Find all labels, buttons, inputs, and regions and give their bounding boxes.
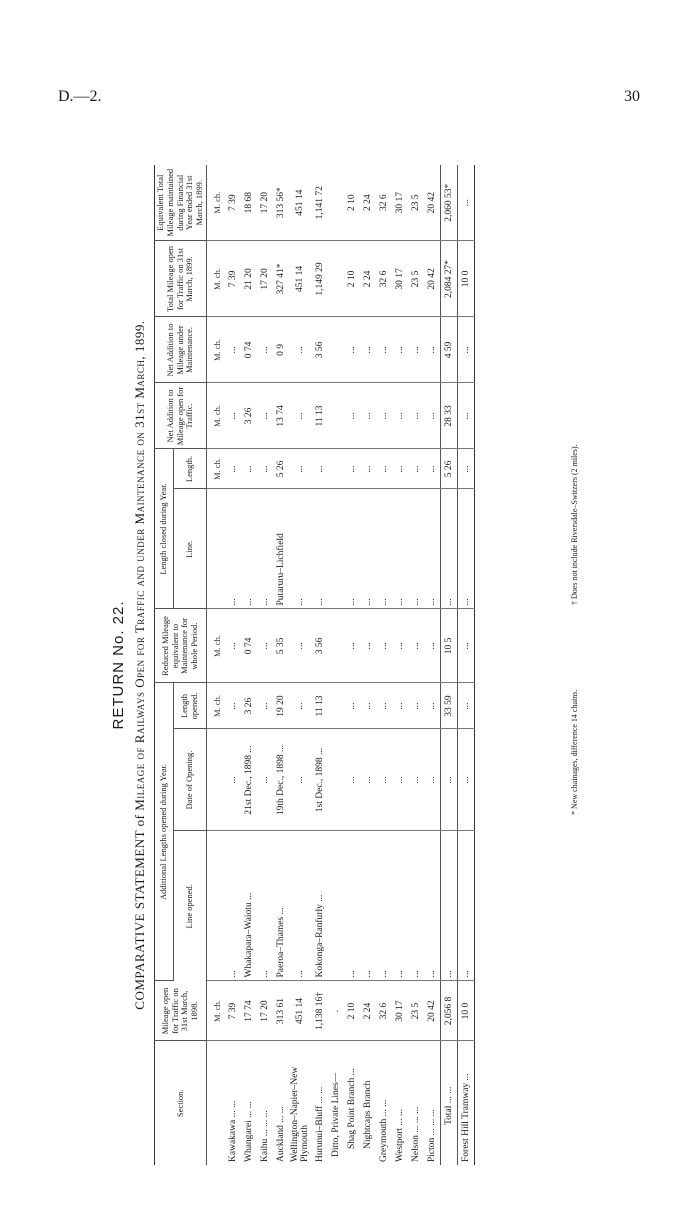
cell-net-open: ... — [392, 383, 408, 449]
cell-reduced: ... — [408, 609, 424, 683]
col-closed-line: Line. — [173, 489, 206, 609]
cell-reduced: ... — [344, 609, 360, 683]
cell-clen: ... — [392, 449, 408, 489]
cell-line: ... — [344, 831, 360, 981]
cell-reduced: ... — [360, 609, 376, 683]
unit-cell: M. ch. — [206, 449, 225, 489]
cell-section: Greymouth ... ... — [378, 1099, 389, 1162]
cell-total: 7 39 — [225, 241, 241, 317]
cell-equiv: 23 5 — [408, 165, 424, 241]
table-row — [376, 165, 392, 1165]
cell-equiv: 2,060 53* — [440, 165, 457, 241]
cell-section: Picton ... ... ... — [426, 1109, 437, 1162]
table-row — [360, 165, 376, 1165]
cell-line: ... — [376, 831, 392, 981]
cell-section: Forest Hill Tramway ... — [457, 1041, 474, 1165]
cell-net-maint: ... — [225, 317, 241, 383]
table-row — [312, 165, 328, 1165]
cell-net-open: ... — [424, 383, 441, 449]
return-title: RETURN No. 22. — [110, 600, 127, 730]
cell-line: Kokonga–Ranfurly ... — [312, 831, 328, 981]
cell-cline: ... — [392, 489, 408, 609]
cell-net-maint: ... — [457, 317, 474, 383]
document-reference: D.—2. — [58, 88, 102, 105]
cell-total: 2 24 — [360, 241, 376, 317]
cell-date: ... — [344, 729, 360, 831]
cell-net-open: ... — [360, 383, 376, 449]
mileage-table — [154, 165, 475, 1165]
cell-total: 32 6 — [376, 241, 392, 317]
table-row — [344, 165, 360, 1165]
footnote-not-include: † Does not include Riversdale–Switzers (2 miles). — [570, 444, 579, 605]
cell-cline: ... — [424, 489, 441, 609]
cell-mileage: 2 24 — [360, 981, 376, 1041]
page-header — [58, 88, 640, 112]
cell-net-open — [328, 383, 344, 449]
col-additional-group: Additional Lengths opened during Year. — [155, 683, 174, 981]
cell-len: ... — [392, 683, 408, 729]
cell-reduced: ... — [376, 609, 392, 683]
col-net-maint: Net Addition to Mileage under Maintenance. — [155, 317, 207, 383]
unit-cell: M. ch. — [206, 981, 225, 1041]
table-row — [328, 165, 344, 1165]
cell-cline: ... — [344, 489, 360, 609]
cell-line: Whakapara–Waiotu ... — [241, 831, 257, 981]
cell-len: ... — [424, 683, 441, 729]
total-row — [440, 165, 457, 1165]
cell-net-maint: ... — [289, 317, 312, 383]
col-mileage-open: Mileage open for Traffic on 31st March, 1898. — [155, 981, 207, 1041]
cell-total: 10 0 — [457, 241, 474, 317]
table-row — [289, 165, 312, 1165]
cell-equiv: 2 10 — [344, 165, 360, 241]
cell-clen: ... — [241, 449, 257, 489]
statement-body: Mileage of Railways Open for Traffic and under Maintenance on 31st March, 1899. — [132, 320, 147, 811]
cell-line: ... — [457, 831, 474, 981]
cell-mileage: 32 6 — [376, 981, 392, 1041]
cell-equiv: 451 14 — [289, 165, 312, 241]
cell-reduced: 10 5 — [440, 609, 457, 683]
cell-len: ... — [289, 683, 312, 729]
statement-title — [132, 165, 148, 1165]
cell-mileage: . — [328, 981, 344, 1041]
cell-len: 3 26 — [241, 683, 257, 729]
cell-date: ... — [392, 729, 408, 831]
cell-line — [328, 831, 344, 981]
cell-net-open: ... — [344, 383, 360, 449]
cell-reduced: 3 56 — [312, 609, 328, 683]
cell-mileage: 7 39 — [225, 981, 241, 1041]
cell-len: ... — [360, 683, 376, 729]
cell-section: Nightcaps Branch — [362, 1080, 373, 1149]
cell-total — [328, 241, 344, 317]
cell-date: 1st Dec., 1898 ... — [312, 729, 328, 831]
col-length-opened: Length opened. — [173, 683, 206, 729]
cell-clen: ... — [312, 449, 328, 489]
cell-net-open: 3 26 — [241, 383, 257, 449]
cell-line: Paeroa–Thames ... — [273, 831, 289, 981]
units-row — [206, 165, 225, 1165]
cell-date: ... — [408, 729, 424, 831]
cell-cline: Putaruru–Lichfield — [273, 489, 289, 609]
cell-net-maint: ... — [424, 317, 441, 383]
cell-clen: ... — [376, 449, 392, 489]
col-reduced-mileage: Reduced Mileage equivalent to Maintenance for whole Period. — [155, 609, 207, 683]
cell-len: 11 13 — [312, 683, 328, 729]
cell-date: ... — [376, 729, 392, 831]
cell-clen: ... — [225, 449, 241, 489]
cell-section: Westport ... ... — [394, 1108, 405, 1162]
col-equivalent: Equivalent Total Mileage maintained during Financial Year ended 31st March, 1899. — [155, 165, 207, 241]
cell-cline: ... — [457, 489, 474, 609]
unit-cell: M. ch. — [206, 683, 225, 729]
cell-line: ... — [408, 831, 424, 981]
cell-net-maint: ... — [376, 317, 392, 383]
cell-cline: ... — [312, 489, 328, 609]
cell-clen: ... — [424, 449, 441, 489]
cell-line: ... — [424, 831, 441, 981]
cell-net-open: 28 33 — [440, 383, 457, 449]
table-row — [257, 165, 273, 1165]
cell-net-open: ... — [225, 383, 241, 449]
cell-date: ... — [289, 729, 312, 831]
cell-reduced: ... — [424, 609, 441, 683]
cell-equiv: ... — [457, 165, 474, 241]
cell-mileage: 1,138 16† — [312, 981, 328, 1041]
cell-cline: ... — [440, 489, 457, 609]
cell-clen: 5 26 — [273, 449, 289, 489]
cell-line: ... — [257, 831, 273, 981]
cell-mileage: 30 17 — [392, 981, 408, 1041]
cell-equiv: 2 24 — [360, 165, 376, 241]
cell-date: ... — [424, 729, 441, 831]
cell-mileage: 451 14 — [289, 981, 312, 1041]
col-net-open: Net Addition to Mileage open for Traffic. — [155, 383, 207, 449]
cell-len: ... — [457, 683, 474, 729]
cell-cline: ... — [408, 489, 424, 609]
cell-len: ... — [225, 683, 241, 729]
cell-net-open: ... — [457, 383, 474, 449]
cell-section: Nelson ... ... ... — [410, 1106, 421, 1162]
table-row — [273, 165, 289, 1165]
table-row — [392, 165, 408, 1165]
cell-len — [328, 683, 344, 729]
cell-net-maint: ... — [344, 317, 360, 383]
cell-total: 30 17 — [392, 241, 408, 317]
cell-clen: ... — [457, 449, 474, 489]
cell-reduced: 5 35 — [273, 609, 289, 683]
table-row — [225, 165, 241, 1165]
cell-mileage: 20 42 — [424, 981, 441, 1041]
cell-equiv: 17 20 — [257, 165, 273, 241]
cell-cline — [328, 489, 344, 609]
cell-equiv: 313 56* — [273, 165, 289, 241]
table-row — [408, 165, 424, 1165]
cell-clen: ... — [408, 449, 424, 489]
cell-mileage: 2,056 8 — [440, 981, 457, 1041]
cell-total: 1,149 29 — [312, 241, 328, 317]
cell-mileage: 2 10 — [344, 981, 360, 1041]
cell-date: 19th Dec., 1898 ... — [273, 729, 289, 831]
cell-equiv: 30 17 — [392, 165, 408, 241]
cell-net-maint: 0 74 — [241, 317, 257, 383]
cell-net-open: ... — [408, 383, 424, 449]
cell-reduced: 0 74 — [241, 609, 257, 683]
cell-mileage: 17 74 — [241, 981, 257, 1041]
statement-prefix: COMPARATIVE STATEMENT of — [132, 814, 147, 1010]
col-date-opening: Date of Opening. — [173, 729, 206, 831]
page-number: 30 — [624, 88, 640, 105]
cell-total: 20 42 — [424, 241, 441, 317]
cell-total: 23 5 — [408, 241, 424, 317]
col-line-opened: Line opened. — [173, 831, 206, 981]
cell-reduced: ... — [392, 609, 408, 683]
cell-equiv: 18 68 — [241, 165, 257, 241]
cell-date: ... — [257, 729, 273, 831]
unit-cell: M. ch. — [206, 609, 225, 683]
cell-date: 21st Dec., 1898 ... — [241, 729, 257, 831]
cell-net-maint: ... — [392, 317, 408, 383]
cell-section: Wellington–Napier–New Plymouth — [289, 1066, 311, 1162]
cell-len: ... — [376, 683, 392, 729]
cell-section: Auckland ... ... — [275, 1106, 286, 1162]
cell-total: 327 41* — [273, 241, 289, 317]
cell-clen: 5 26 — [440, 449, 457, 489]
cell-mileage: 313 61 — [273, 981, 289, 1041]
cell-date: ... — [360, 729, 376, 831]
cell-cline: ... — [241, 489, 257, 609]
cell-mileage: 23 5 — [408, 981, 424, 1041]
cell-cline: ... — [376, 489, 392, 609]
cell-section: Ditto, Private Lines— — [330, 1072, 341, 1157]
cell-len: ... — [408, 683, 424, 729]
unit-cell: M. ch. — [206, 165, 225, 241]
cell-mileage: 17 20 — [257, 981, 273, 1041]
cell-date — [328, 729, 344, 831]
cell-net-maint: 4 59 — [440, 317, 457, 383]
cell-section: Kaihu ... ... ... — [259, 1110, 270, 1162]
cell-cline: ... — [257, 489, 273, 609]
unit-cell: M. ch. — [206, 383, 225, 449]
cell-len: 19 20 — [273, 683, 289, 729]
cell-section: Whangarei ... ... — [243, 1101, 254, 1162]
col-closed-group: Length closed during Year. — [155, 449, 174, 609]
col-section: Section. — [155, 1041, 207, 1165]
cell-line: ... — [440, 831, 457, 981]
cell-equiv — [328, 165, 344, 241]
cell-total: 21 20 — [241, 241, 257, 317]
table-row — [241, 165, 257, 1165]
cell-net-open: ... — [289, 383, 312, 449]
cell-date: ... — [225, 729, 241, 831]
cell-net-open: ... — [376, 383, 392, 449]
col-total-mileage: Total Mileage open for Traffic on 31st March, 1899. — [155, 241, 207, 317]
cell-total: 2,084 27* — [440, 241, 457, 317]
cell-cline: ... — [225, 489, 241, 609]
rotated-table-region — [110, 165, 590, 1165]
cell-line: ... — [289, 831, 312, 981]
unit-cell: M. ch. — [206, 241, 225, 317]
cell-clen: ... — [257, 449, 273, 489]
cell-cline: ... — [360, 489, 376, 609]
cell-net-maint: 0 9 — [273, 317, 289, 383]
forest-hill-row — [457, 165, 474, 1165]
cell-equiv: 7 39 — [225, 165, 241, 241]
cell-net-open: 11 13 — [312, 383, 328, 449]
cell-section: Shag Point Branch ... — [346, 1068, 357, 1149]
unit-cell: M. ch. — [206, 317, 225, 383]
cell-reduced — [328, 609, 344, 683]
cell-clen — [328, 449, 344, 489]
cell-net-maint: ... — [257, 317, 273, 383]
cell-clen: ... — [360, 449, 376, 489]
cell-len: 33 59 — [440, 683, 457, 729]
cell-len: ... — [257, 683, 273, 729]
cell-reduced: ... — [225, 609, 241, 683]
cell-reduced: ... — [457, 609, 474, 683]
cell-date: ... — [440, 729, 457, 831]
cell-reduced: ... — [289, 609, 312, 683]
table-row — [424, 165, 441, 1165]
cell-equiv: 20 42 — [424, 165, 441, 241]
cell-reduced: ... — [257, 609, 273, 683]
cell-net-open: 13 74 — [273, 383, 289, 449]
cell-total: 2 10 — [344, 241, 360, 317]
cell-total: 451 14 — [289, 241, 312, 317]
cell-net-maint — [328, 317, 344, 383]
cell-line: ... — [225, 831, 241, 981]
cell-equiv: 1,141 72 — [312, 165, 328, 241]
col-closed-length: Length. — [173, 449, 206, 489]
cell-net-maint: 3 56 — [312, 317, 328, 383]
cell-section: Total ... ... — [440, 1041, 457, 1165]
cell-net-open: ... — [257, 383, 273, 449]
cell-date: ... — [457, 729, 474, 831]
cell-line: ... — [360, 831, 376, 981]
cell-section: Kawakawa ... ... — [227, 1100, 238, 1162]
cell-clen: ... — [344, 449, 360, 489]
cell-section: Hurunui–Bluff ... ... — [314, 1086, 325, 1162]
cell-mileage: 10 0 — [457, 981, 474, 1041]
cell-total: 17 20 — [257, 241, 273, 317]
cell-net-maint: ... — [408, 317, 424, 383]
footnote-new-chainages: * New chainages, difference 14 chains. — [570, 689, 579, 815]
cell-equiv: 32 6 — [376, 165, 392, 241]
cell-line: ... — [392, 831, 408, 981]
cell-clen: ... — [289, 449, 312, 489]
cell-cline: ... — [289, 489, 312, 609]
cell-net-maint: ... — [360, 317, 376, 383]
cell-len: ... — [344, 683, 360, 729]
